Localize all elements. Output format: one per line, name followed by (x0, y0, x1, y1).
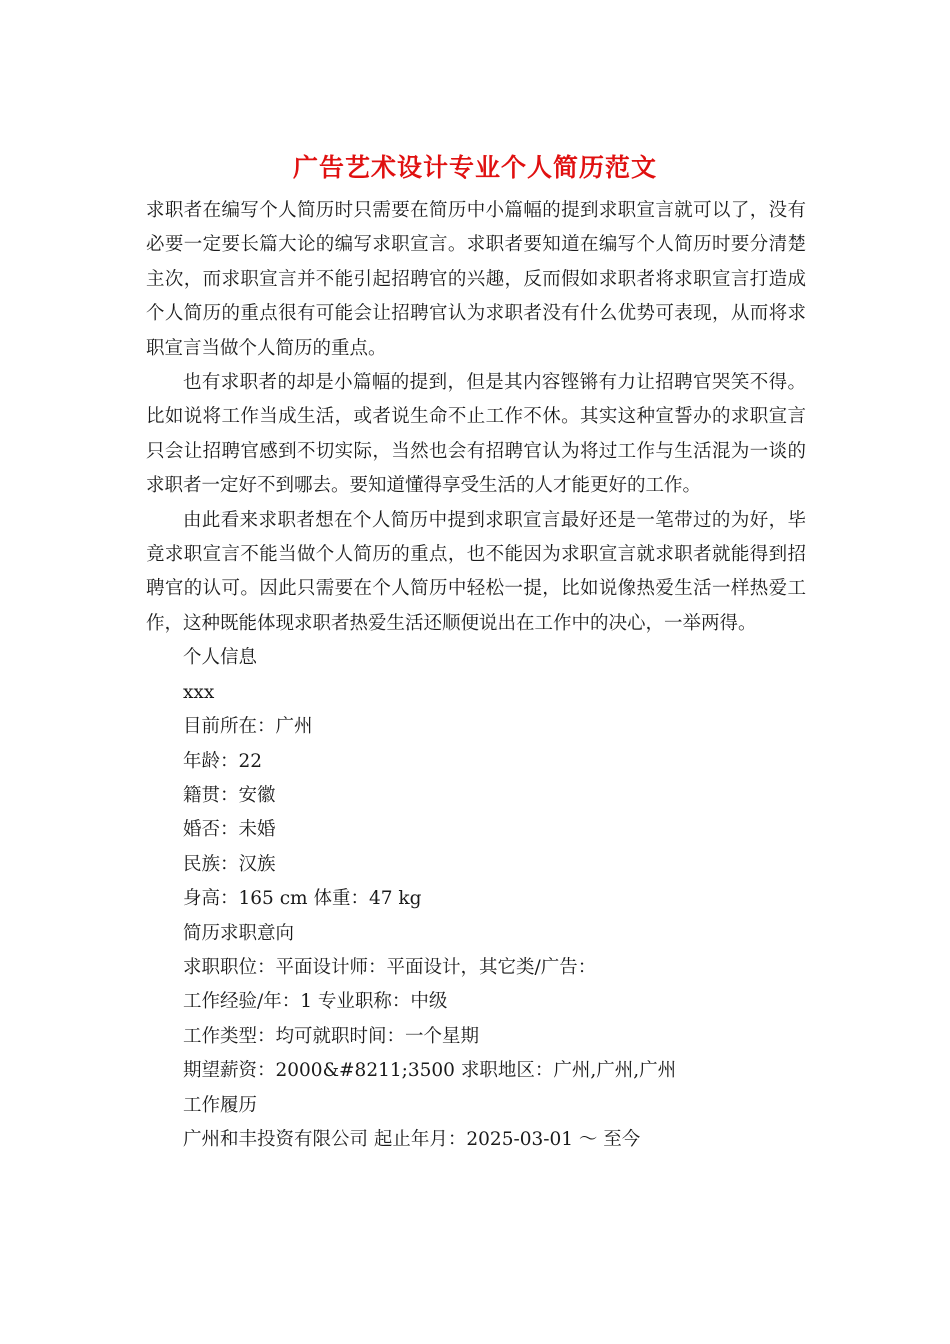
info-height-weight: 身高：165 cm 体重：47 kg (183, 888, 422, 910)
info-job-type: 工作类型：均可就职时间：一个星期 (183, 1025, 480, 1047)
section-heading-personal-info: 个人信息 (183, 647, 258, 669)
document-title: 广告艺术设计专业个人简历范文 (292, 153, 657, 182)
section-heading-work-history: 工作履历 (183, 1094, 258, 1116)
info-location: 目前所在：广州 (183, 716, 313, 738)
info-marital-status: 婚否：未婚 (183, 819, 276, 841)
paragraph-1: 求职者在编写个人简历时只需要在简历中小篇幅的提到求职宣言就可以了，没有必要一定要长篇大论的编写求职宣言。求职者要知道在编写个人简历时要分清楚主次，而求职宣言并不能引起招聘官的兴趣，反而假如求职者将求职宣言打造成个人简历的重点很有可能会让招聘官认为求职者没有什么优势可表现，从而将求职宣言当做个人简历的重点。 (146, 200, 806, 359)
document-body (146, 194, 806, 1157)
info-job-position: 求职职位：平面设计师：平面设计，其它类/广告： (183, 956, 597, 978)
info-experience-title: 工作经验/年：1 专业职称：中级 (183, 991, 448, 1013)
section-heading-job-intention: 简历求职意向 (183, 922, 295, 944)
info-ethnicity: 民族：汉族 (183, 853, 276, 875)
info-age: 年龄：22 (183, 750, 263, 772)
info-salary-region: 期望薪资：2000&#8211;3500 求职地区：广州,广州,广州 (183, 1060, 677, 1082)
info-hometown: 籍贯：安徽 (183, 784, 276, 806)
paragraph-3: 由此看来求职者想在个人简历中提到求职宣言最好还是一笔带过的为好，毕竟求职宣言不能当做个人简历的重点，也不能因为求职宣言就求职者就能得到招聘官的认可。因此只需要在个人简历中轻松一提，比如说像热爱生活一样热爱工作，这种既能体现求职者热爱生活还顺便说出在工作中的决心，一举两得。 (146, 509, 806, 634)
info-name: xxx (183, 681, 215, 703)
info-company-period: 广州和丰投资有限公司 起止年月：2025-03-01 ～ 至今 (183, 1128, 641, 1150)
paragraph-2: 也有求职者的却是小篇幅的提到，但是其内容铿锵有力让招聘官哭笑不得。比如说将工作当成生活，或者说生命不止工作不休。其实这种宣誓办的求职宣言只会让招聘官感到不切实际，当然也会有招聘官认为将过工作与生活混为一谈的求职者一定好不到哪去。要知道懂得享受生活的人才能更好的工作。 (146, 372, 806, 497)
resume-info-list (146, 641, 806, 1157)
